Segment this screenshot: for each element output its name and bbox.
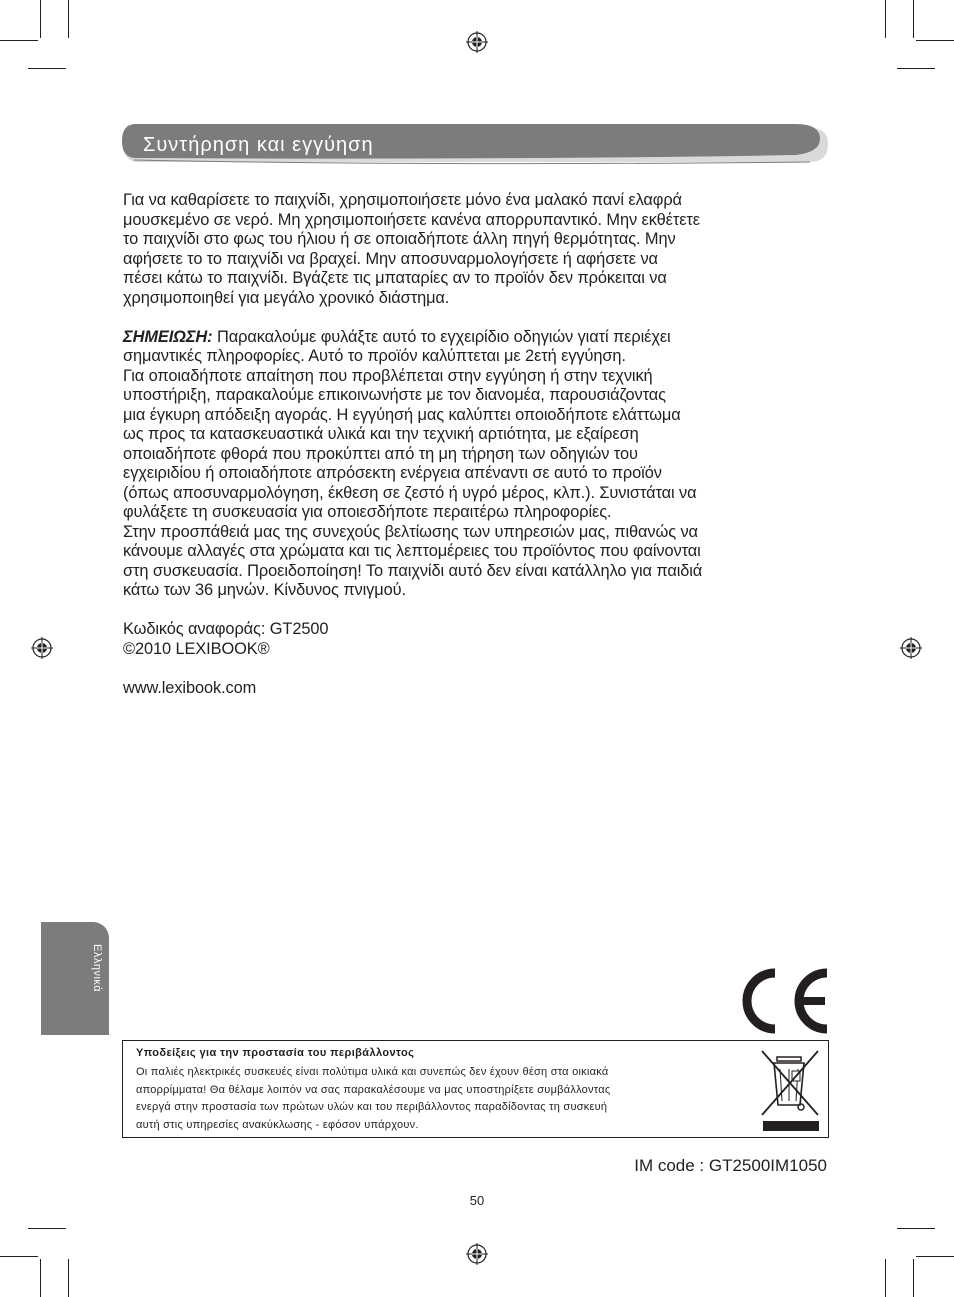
website-link[interactable]: www.lexibook.com	[123, 678, 257, 697]
body-line: μουσκεμένο σε νερό. Μη χρησιμοποιήσετε κανένα απορρυπαντικό. Μην εκθέτετε	[123, 210, 701, 229]
crop-mark	[40, 1259, 41, 1297]
crop-mark	[885, 1259, 886, 1297]
crop-mark	[0, 40, 38, 41]
registration-mark-icon	[466, 1243, 488, 1265]
body-line: σημαντικές πληροφορίες. Αυτό το προϊόν καλύπτεται με 2ετή εγγύηση.	[123, 347, 626, 365]
environment-line: ενεργά στην προστασία των πρώτων υλών και του περιβάλλοντος παραδίδοντας τη συσκευή	[136, 1101, 608, 1114]
crop-mark	[40, 0, 41, 38]
body-line: φυλάξετε τη συσκευασία για οποιεσδήποτε περαιτέρω πληροφορίες.	[123, 503, 612, 521]
body-line: κάτω των 36 μηνών. Κίνδυνος πνιγμού.	[123, 581, 406, 599]
environment-line: απορρίμματα! Θα θέλαμε λοιπόν να σας παρακαλέσουμε να μας υποστηρίξετε συμβάλλοντας	[136, 1083, 611, 1096]
crossed-out-wheelie-bin-icon	[758, 1047, 824, 1133]
language-tab-label: Ελληνικά	[91, 944, 103, 993]
im-code: IM code : GT2500IM1050	[634, 1156, 827, 1175]
crop-mark	[916, 1256, 954, 1257]
crop-mark	[916, 40, 954, 41]
body-line: οποιαδήποτε φθορά που προκύπτει από τη μη τήρηση των οδηγιών του	[123, 444, 638, 463]
body-line: πέσει κάτω το παιχνίδι. Βγάζετε τις μπαταρίες αν το προϊόν δεν πρόκειται να	[123, 269, 667, 287]
environment-notice-title: Υποδείξεις για την προστασία του περιβάλλοντος	[136, 1047, 415, 1059]
body-line: Στην προσπάθειά μας της συνεχούς βελτίωσης των υπηρεσιών μας, πιθανώς να	[123, 522, 698, 541]
note-line	[123, 328, 828, 348]
crop-mark	[885, 0, 886, 38]
body-line: μια έγκυρη απόδειξη αγοράς. Η εγγύησή μας καλύπτει οποιοδήποτε ελάττωμα	[123, 405, 681, 424]
environment-line: αυτή στις υπηρεσίες ανακύκλωσης - εφόσον υπάρχουν.	[136, 1118, 419, 1131]
registration-mark-icon	[900, 637, 922, 659]
body-line: στη συσκευασία. Προειδοποίηση! Το παιχνίδι αυτό δεν είναι κατάλληλο για παιδιά	[123, 561, 703, 580]
environment-notice-text	[136, 1064, 746, 1134]
registration-mark-icon	[466, 31, 488, 53]
ce-mark-icon	[735, 967, 831, 1035]
body-line: υποστήριξη, παρακαλούμε επικοινωνήστε με τον διανομέα, παρουσιάζοντας	[123, 386, 666, 404]
reference-code: Κωδικός αναφοράς: GT2500	[123, 620, 329, 638]
crop-mark	[28, 1228, 66, 1229]
body-line: κάνουμε αλλαγές στα χρώματα και τις λεπτομέρειες του προϊόντος που φαίνονται	[123, 542, 701, 560]
page-number: 50	[469, 1193, 485, 1208]
crop-mark	[68, 0, 69, 38]
page-title: Συντήρηση και εγγύηση	[143, 134, 374, 156]
crop-mark	[897, 68, 935, 69]
note-text: Παρακαλούμε φυλάξτε αυτό το εγχειρίδιο οδηγιών γιατί περιέχει	[212, 327, 671, 346]
crop-mark	[913, 0, 914, 38]
crop-mark	[0, 1256, 38, 1257]
environment-line: Οι παλιές ηλεκτρικές συσκευές είναι πολύτιμα υλικά και συνεπώς δεν έχουν θέση στα οικιακά	[136, 1066, 609, 1078]
body-line: Για οποιαδήποτε απαίτηση που προβλέπεται στην εγγύηση ή στην τεχνική	[123, 366, 653, 385]
note-label: ΣΗΜΕΙΩΣΗ:	[123, 327, 213, 346]
body-line: ως προς τα κατασκευαστικά υλικά και την τεχνική αρτιότητα, με εξαίρεση	[123, 425, 639, 443]
body-line: εγχειριδίου ή οποιαδήποτε απρόσεκτη ενέργεια απέναντι σε αυτό το προϊόν	[123, 464, 662, 482]
copyright: ©2010 LEXIBOOK®	[123, 639, 270, 658]
crop-mark	[913, 1259, 914, 1297]
body-line: Για να καθαρίσετε το παιχνίδι, χρησιμοποιήσετε μόνο ένα μαλακό πανί ελαφρά	[123, 191, 682, 209]
body-line: (όπως αποσυναρμολόγηση, έκθεση σε ζεστό ή υγρό μέρος, κλπ.). Συνιστάται να	[123, 483, 697, 502]
crop-mark	[28, 68, 66, 69]
crop-mark	[68, 1259, 69, 1297]
body-text	[123, 191, 828, 698]
crop-mark	[897, 1228, 935, 1229]
body-line: αφήσετε το το παιχνίδι να βραχεί. Μην αποσυναρμολογήσετε ή αφήσετε να	[123, 249, 658, 268]
registration-mark-icon	[31, 637, 53, 659]
body-line: χρησιμοποιηθεί για μεγάλο χρονικό διάστημα.	[123, 288, 450, 307]
body-line: το παιχνίδι στο φως του ήλιου ή σε οποιαδήποτε άλλη πηγή θερμότητας. Μην	[123, 230, 676, 248]
